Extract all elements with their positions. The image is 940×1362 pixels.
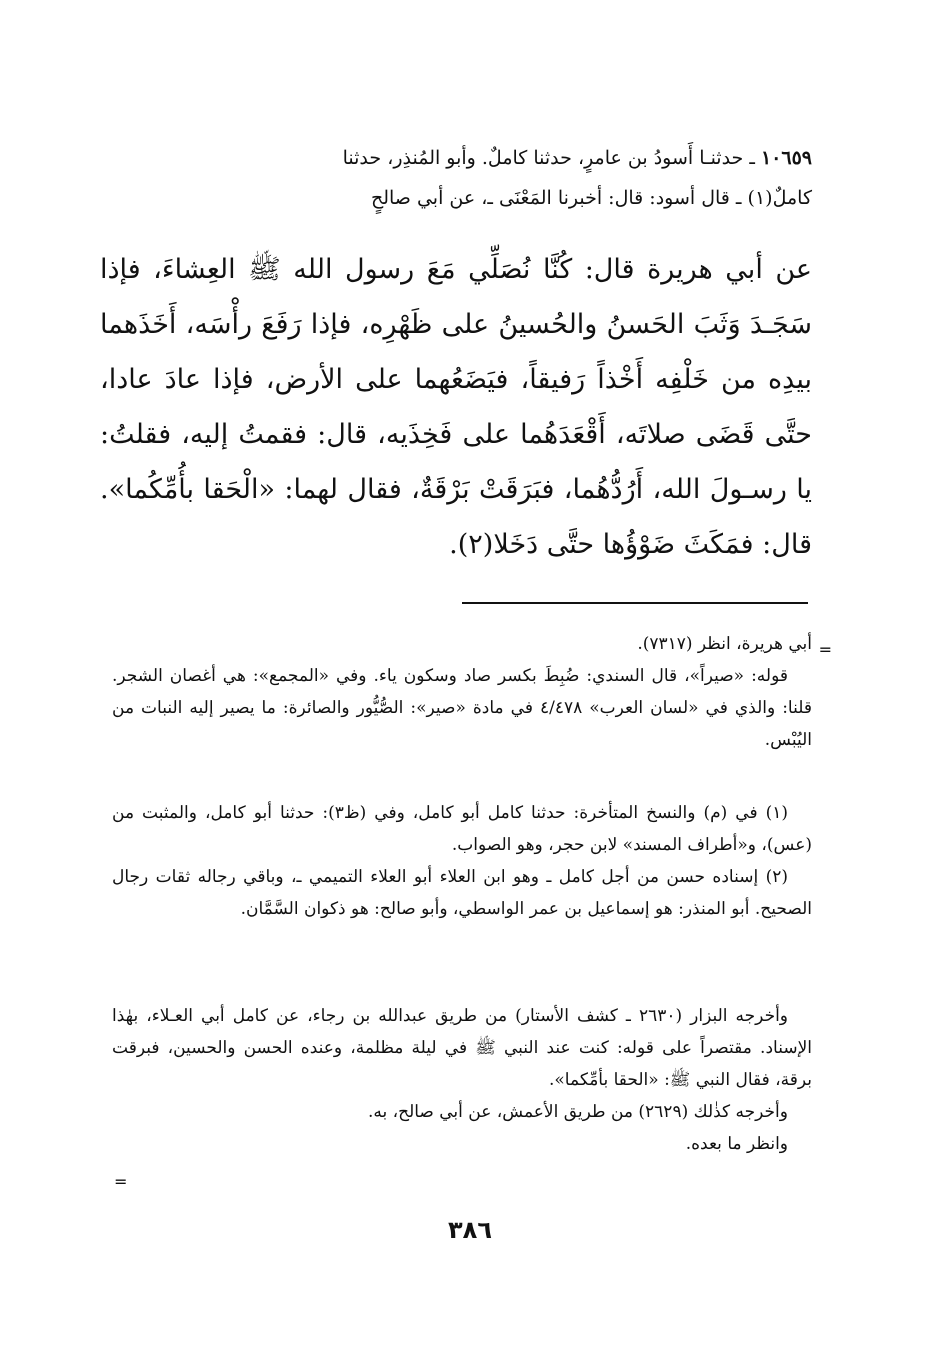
qawluh-note: قوله: «صيراً»، قال السندي: ضُبِطَ بكسر صاد وسكون ياء. وفي «المجمع»: هي أغصان الشجر. قلنا: والذي في «لسان العرب» ٤/٤٧٨ في مادة «صير»: الصُّيُّور والصائرة: ما يصير إليه النبات من اليُبْس. — [112, 666, 812, 750]
page-number: ٣٨٦ — [448, 1216, 492, 1244]
takhrij-2: وأخرجه كذٰلك (٢٦٢٩) من طريق الأعمش، عن أبي صالح، به. — [367, 1102, 788, 1122]
takhrij-1: وأخرجه البزار (٢٦٣٠ ـ كشف الأستار) من طريق عبدالله بن رجاء، عن كامل أبي العـلاء، بهٰذا الإسناد. مقتصراً على قوله: كنت عند النبي ﷺ في ليلة مظلمة، وعنده الحسن والحسين، فبرقت برقة، فقال النبي ﷺ: «الحقا بأمِّكما». — [112, 1006, 812, 1090]
footnotes-numbered — [112, 797, 812, 925]
takhrij-3: وانظر ما بعده. — [685, 1134, 788, 1154]
footnote-2: (٢) إسناده حسن من أجل كامل ـ وهو ابن العلاء أبو العلاء التميمي ـ، وباقي رجاله ثقات رجال الصحيح. أبو المنذر: هو إسماعيل بن عمر الواسطي، وأبو صالح: هو ذكوان السَّمَّان. — [112, 867, 812, 919]
footnote-1: (١) في (م) والنسخ المتأخرة: حدثنا كامل أبو كامل، وفي (ظ٣): حدثنا أبو كامل، والمثبت من (عس)، و«أطراف المسند» لابن حجر، وهو الصواب. — [112, 803, 812, 855]
footnotes-continued — [112, 628, 812, 756]
footnote-divider — [462, 602, 808, 604]
continuation-text: أبي هريرة، انظر (٧٣١٧). — [637, 634, 812, 654]
continuation-mark: = — [818, 640, 832, 659]
isnad-chain — [100, 138, 812, 218]
isnad-line-2: كاملٌ(١) ـ قال أسود: قال: أخبرنا المَعْنَى ـ، عن أبي صالحٍ — [370, 187, 812, 209]
end-continuation-mark: = — [114, 1172, 128, 1191]
isnad-line-1 — [100, 138, 812, 178]
hadith-number: ١٠٦٥٩ — [760, 147, 812, 169]
hadith-text: عن أبي هريرة قال: كُنَّا نُصَلِّي مَعَ رسول الله ﷺ العِشاءَ، فإذا سَجَـدَ وَثَبَ الحَسنُ والحُسينُ على ظَهْرِه، فإذا رَفَعَ رأْسَه، أَخَذَهما بيدِه من خَلْفِه أَخْذاً رَفيقاً، فيَضَعُهما على الأرض، فإذا عادَ عادا، حتَّى قَضَى صلاتَه، أَقْعَدَهُما على فَخِذَيه، قال: فقمتُ إليه، فقلتُ: يا رسـولَ الله، أَرُدُّهُما، فبَرَقَتْ بَرْقَةٌ، فقال لهما: «الْحَقا بأُمِّكُما». قال: فمَكَثَ ضَوْؤُها حتَّى دَخَلا(٢). — [100, 254, 812, 560]
isnad-line-1-text: ـ حدثنـا أَسودُ بن عامرٍ، حدثنا كاملٌ. وأبو المُنذِر، حدثنا — [342, 147, 755, 169]
takhrij-notes — [112, 1000, 812, 1160]
